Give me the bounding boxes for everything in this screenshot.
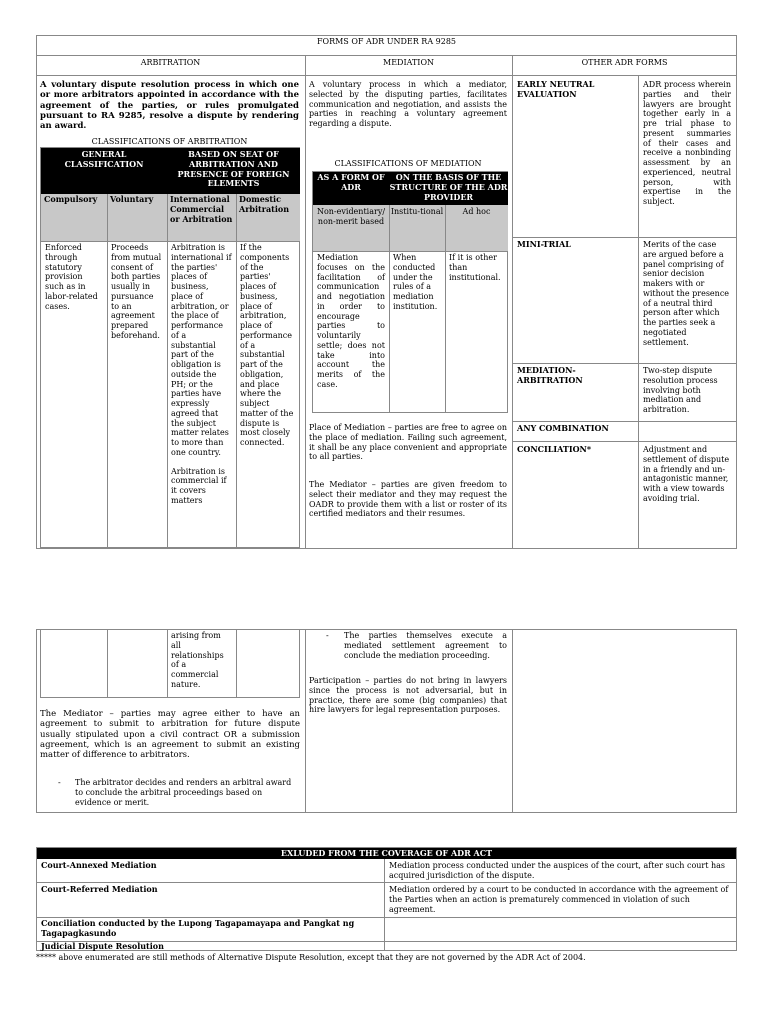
place-of-mediation: Place of Mediation – parties are free to agree on the place of mediation. Failing such agreement, it shall be any place convenient and appropriate to all parties. (309, 423, 507, 462)
international-text-continued: arising from all relationships of a commercial nature. (171, 631, 224, 689)
other-form-desc: ADR process wherein parties and their lawyers are brought together early in a pre trial phase to present summaries of their cases and receive a nonbinding assessment by an experienced, neutral person, with expertise in the subject. (643, 80, 731, 206)
col-adhoc-header: Ad hoc (445, 205, 508, 251)
arbitration-bullet (58, 778, 300, 807)
mediation-header: MEDIATION (383, 58, 434, 67)
other-form-name: MEDIATION-ARBITRATION (517, 365, 583, 385)
excluded-row-desc: Mediation ordered by a court to be conducted in accordance with the agreement of the Parties when an action is prematurely commenced in violation of such agreement. (389, 885, 729, 914)
other-form-name: EARLY NEUTRAL EVALUATION (517, 79, 595, 99)
compulsory-text: Enforced through statutory provision such as in labor-related cases. (45, 243, 98, 311)
based-on-seat-header: BASED ON SEAT OF ARBITRATION AND PRESENCE OF FOREIGN ELEMENTS (167, 148, 300, 194)
voluntary-text: Proceeds from mutual consent of both parties usually in pursuance to an agreement prepared beforehand. (111, 243, 162, 340)
column-divider-1 (305, 55, 306, 549)
international-text-1: Arbitration is international if the parties' places of business, place of arbitration, or the place of performance of a substantial part of the obligation is outside the PH; or the parties have expressly agreed that the subject matter relates to more than one country. (171, 243, 232, 457)
arbitration-table-continued (40, 629, 300, 698)
other-form-name: MINI-TRIAL (517, 239, 571, 249)
bullet-dash: - (326, 631, 329, 640)
arbitration-table (40, 147, 300, 548)
international-text (168, 242, 235, 507)
excluded-row-name: Court-Annexed Mediation (41, 860, 157, 870)
arbitration-mediator: The Mediator – parties may agree either to have an agreement to submit to arbitration for future dispute usually stipulated upon a civil contract OR a submission agreement, which is an agreement to submit an existing matter of difference to arbitrators. (40, 709, 300, 761)
other-form-name: CONCILIATION* (517, 444, 592, 454)
title-divider (36, 55, 737, 56)
arbitration-bullet-text: The arbitrator decides and renders an arbitral award to conclude the arbitral proceedings based on evidence or merit. (75, 778, 292, 807)
general-classification-header: GENERAL CLASSIFICATION (41, 148, 167, 194)
excluded-footnote: ***** above enumerated are still methods of Alternative Dispute Resolution, except that they are not governed by the ADR Act of 2004. (36, 953, 586, 962)
excluded-table (36, 847, 737, 951)
mediation-classifications-title: CLASSIFICATIONS OF MEDIATION (334, 159, 482, 168)
participation-text: Participation – parties do not bring in lawyers since the process is not adversarial, but in practice, there are some (big companies) that hire lawyers for legal representation purposes. (309, 676, 507, 715)
excluded-row-desc (386, 918, 736, 920)
excluded-row-name: Court-Referred Mediation (41, 884, 158, 894)
excluded-row-name: Conciliation conducted by the Lupong Tagapamayapa and Pangkat ng Tagapagkasundo (41, 918, 355, 938)
page2-divider-2 (512, 629, 513, 813)
page1-title: FORMS OF ADR UNDER RA 9285 (316, 37, 457, 46)
excluded-row-desc (386, 941, 736, 943)
col-nonevid-header: Non-evidentiary/ non-merit based (313, 205, 389, 251)
basis-header: ON THE BASIS OF THE STRUCTURE OF THE ADR PROVIDER (389, 172, 508, 205)
arbitration-classifications-title: CLASSIFICATIONS OF ARBITRATION (91, 137, 248, 146)
other-form-desc: Adjustment and settlement of dispute in a friendly and un-antagonistic manner, with a view towards avoiding trial. (643, 445, 730, 503)
page2-divider-1 (305, 629, 306, 813)
excluded-row-desc: Mediation process conducted under the auspices of the court, after such court has acquired jurisdiction of the dispute. (389, 861, 726, 880)
mediation-table (312, 171, 508, 413)
institutional-text: When conducted under the rules of a mediation institution. (393, 253, 438, 311)
adhoc-text: If it is other than institutional. (449, 253, 501, 282)
other-forms-table (512, 75, 737, 549)
mediation-definition: A voluntary process in which a mediator, selected by the disputing parties, facilitates communication and negotiation, and assists the parties in reaching a voluntary agreement regarding a dispute. (309, 80, 507, 128)
excluded-row-name: Judicial Dispute Resolution (41, 941, 164, 951)
other-form-desc: Two-step dispute resolution process involving both mediation and arbitration. (643, 366, 718, 414)
col-international-header: International Commercial or Arbitration (167, 194, 236, 241)
bullet-dash: - (58, 778, 61, 787)
col-domestic-header: Domestic Arbitration (236, 194, 300, 241)
mediation-mediator: The Mediator – parties are given freedom to select their mediator and they may request the OADR to provide them with a list or roster of its certified mediators and their resumes. (309, 480, 507, 519)
arbitration-header: ARBITRATION (140, 58, 201, 67)
international-text-2: Arbitration is commercial if it covers matters (171, 466, 227, 505)
as-form-header: AS A FORM OF ADR (313, 172, 389, 205)
excluded-title: EXLUDED FROM THE COVERAGE OF ADR ACT (37, 848, 736, 859)
domestic-text: If the components of the parties' places of business, place of arbitration, place of performance of a substantial part of the obligation, and place where the subject matter of the dispute is most closely connected. (240, 243, 294, 447)
other-form-name: ANY COMBINATION (517, 423, 609, 433)
arbitration-definition: A voluntary dispute resolution process in which one or more arbitrators appointed in accordance with the agreement of the parties, or rules promulgated pursuant to RA 9285, resolve a dispute by rendering an award. (40, 80, 299, 132)
col-compulsory-header: Compulsory (41, 194, 107, 241)
col-institutional-header: Institu-tional (389, 205, 445, 251)
mediation-bullet (326, 631, 507, 660)
nonevid-text: Mediation focuses on the facilitation of communication and negotiation in order to encourage parties to voluntarily settle; does not take into account the merits of the case. (317, 253, 385, 389)
other-header: OTHER ADR FORMS (581, 58, 668, 67)
other-form-desc: Merits of the case are argued before a panel comprising of senior decision makers with or without the presence of a neutral third person after which the parties seek a negotiated settlement. (643, 240, 730, 347)
col-voluntary-header: Voluntary (107, 194, 167, 241)
other-form-desc (640, 423, 734, 425)
mediation-bullet-text: The parties themselves execute a mediated settlement agreement to conclude the mediation proceeding. (344, 631, 507, 660)
